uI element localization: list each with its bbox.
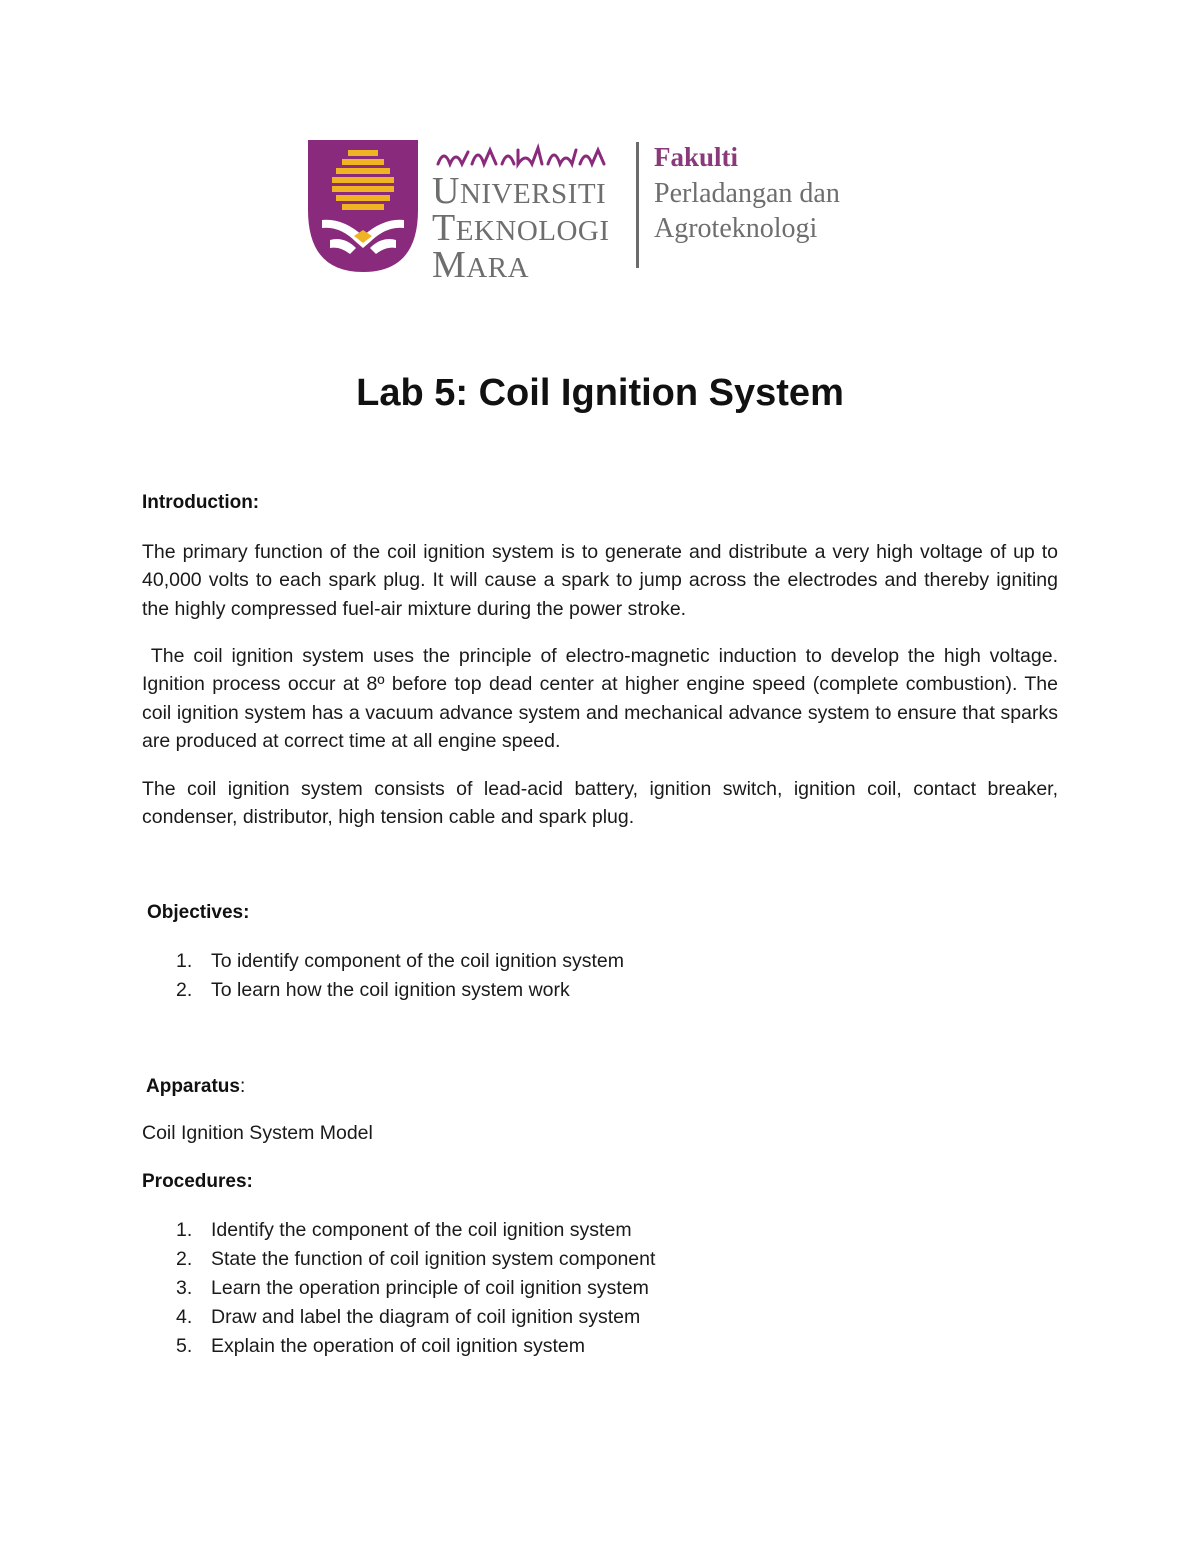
intro-paragraph-2: The coil ignition system uses the principle of electro-magnetic induction to develop the high voltage. Ignition process occur at 8º before top dead center at higher engine speed (complete combustion). The coil ignition system has a vacuum advance system and mechanical advance system to ensure that sparks are produced at correct time at all engine speed. <box>142 645 1064 753</box>
list-item: 2. To learn how the coil ignition system work <box>176 979 570 1001</box>
logo-divider <box>636 142 639 268</box>
apparatus-text: Coil Ignition System Model <box>142 1122 373 1144</box>
page-title: Lab 5: Coil Ignition System <box>356 372 844 414</box>
introduction-heading: Introduction: <box>142 492 260 513</box>
procedures-list <box>176 1216 655 1361</box>
list-item: 1. Identify the component of the coil ignition system <box>176 1219 632 1241</box>
procedures-heading: Procedures: <box>142 1171 253 1192</box>
uitm-logo <box>308 140 898 286</box>
objectives-heading: Objectives: <box>147 902 250 923</box>
apparatus-heading: Apparatus: <box>146 1076 246 1097</box>
faculty-line-1: Perladangan dan <box>654 178 840 209</box>
university-line-3: MARA <box>432 244 530 286</box>
university-line-1: UNIVERSITI <box>432 170 607 212</box>
arabic-script-logo <box>434 142 609 172</box>
faculty-line-2: Agroteknologi <box>654 213 818 244</box>
faculty-name <box>654 176 840 246</box>
list-item: 2. State the function of coil ignition system component <box>176 1248 656 1270</box>
list-item: 4. Draw and label the diagram of coil ignition system <box>176 1306 641 1328</box>
intro-paragraph-1: The primary function of the coil ignition system is to generate and distribute a very high voltage of up to 40,000 volts to each spark plug. It will cause a spark to jump across the electrodes and thereby igniting the highly compressed fuel-air mixture during the power stroke. <box>142 541 1058 620</box>
list-item: 3. Learn the operation principle of coil ignition system <box>176 1277 649 1299</box>
uitm-crest-icon <box>308 140 418 272</box>
university-line-2: TEKNOLOGI <box>432 207 610 249</box>
university-name <box>432 170 610 286</box>
faculty-title: Fakulti <box>654 142 739 172</box>
list-item: 1. To identify component of the coil ignition system <box>176 950 624 972</box>
objectives-list <box>176 947 624 1005</box>
intro-paragraph-3: The coil ignition system consists of lead-acid battery, ignition switch, ignition coil, contact breaker, condenser, distributor, high tension cable and spark plug. <box>142 778 1058 829</box>
list-item: 5. Explain the operation of coil ignition system <box>176 1335 585 1357</box>
